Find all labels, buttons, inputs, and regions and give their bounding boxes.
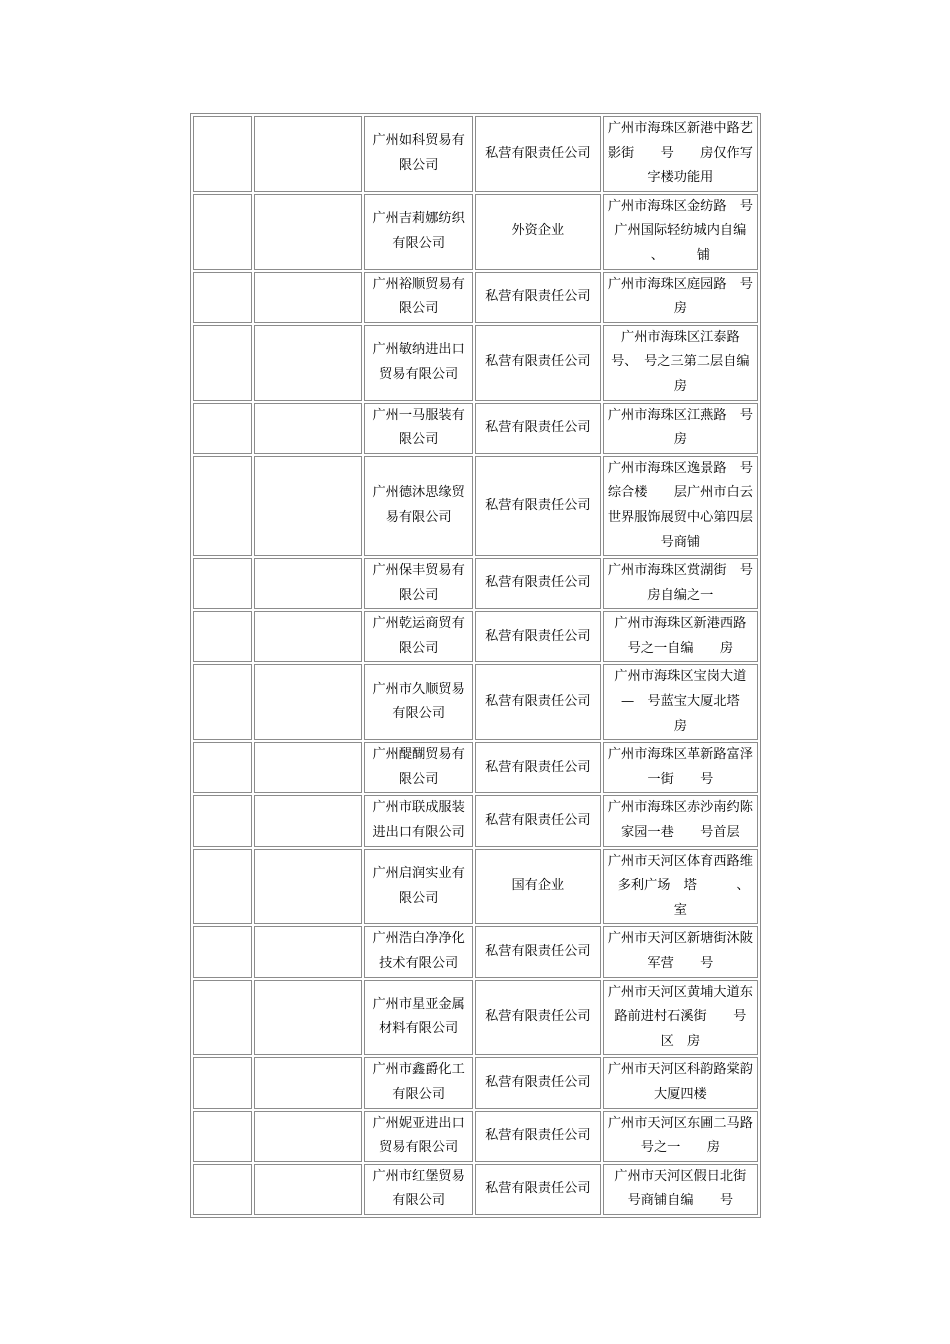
- table-row: [193, 194, 758, 270]
- index-cell: [193, 795, 252, 846]
- company-name-cell: 广州如科贸易有限公司: [364, 116, 473, 192]
- code-cell: [254, 325, 363, 401]
- company-name-cell: 广州市红堡贸易有限公司: [364, 1164, 473, 1215]
- company-type-cell: 私营有限责任公司: [475, 325, 601, 401]
- company-name-cell: 广州市鑫爵化工有限公司: [364, 1057, 473, 1108]
- code-cell: [254, 194, 363, 270]
- company-type-cell: 外资企业: [475, 194, 601, 270]
- company-name-cell: 广州醍醐贸易有限公司: [364, 742, 473, 793]
- index-cell: [193, 980, 252, 1056]
- table-row: [193, 403, 758, 454]
- company-address-cell: 广州市天河区科韵路棠韵大厦四楼: [603, 1057, 758, 1108]
- table-row: [193, 926, 758, 977]
- code-cell: [254, 926, 363, 977]
- code-cell: [254, 456, 363, 556]
- company-type-cell: 私营有限责任公司: [475, 926, 601, 977]
- code-cell: [254, 403, 363, 454]
- company-address-cell: 广州市海珠区宝岗大道 — 号蓝宝大厦北塔 房: [603, 664, 758, 740]
- table-row: [193, 611, 758, 662]
- enterprise-table: [190, 113, 793, 1218]
- company-name-cell: 广州乾运商贸有限公司: [364, 611, 473, 662]
- index-cell: [193, 926, 252, 977]
- company-name-cell: 广州吉莉娜纺织有限公司: [364, 194, 473, 270]
- company-address-cell: 广州市海珠区江燕路 号 房: [603, 403, 758, 454]
- code-cell: [254, 664, 363, 740]
- company-address-cell: 广州市海珠区庭园路 号 房: [603, 272, 758, 323]
- company-name-cell: 广州敏纳进出口贸易有限公司: [364, 325, 473, 401]
- index-cell: [193, 849, 252, 925]
- company-name-cell: 广州市联成服装进出口有限公司: [364, 795, 473, 846]
- table-row: [193, 272, 758, 323]
- index-cell: [193, 194, 252, 270]
- index-cell: [193, 558, 252, 609]
- company-name-cell: 广州妮亚进出口贸易有限公司: [364, 1111, 473, 1162]
- company-name-cell: 广州市星亚金属材料有限公司: [364, 980, 473, 1056]
- company-name-cell: 广州德沐思缘贸易有限公司: [364, 456, 473, 556]
- code-cell: [254, 1057, 363, 1108]
- index-cell: [193, 116, 252, 192]
- company-name-cell: 广州市久顺贸易有限公司: [364, 664, 473, 740]
- company-type-cell: 私营有限责任公司: [475, 742, 601, 793]
- index-cell: [193, 272, 252, 323]
- code-cell: [254, 611, 363, 662]
- code-cell: [254, 558, 363, 609]
- company-type-cell: 私营有限责任公司: [475, 403, 601, 454]
- table-body: [193, 116, 793, 1215]
- company-type-cell: 国有企业: [475, 849, 601, 925]
- code-cell: [254, 742, 363, 793]
- code-cell: [254, 116, 363, 192]
- company-type-cell: 私营有限责任公司: [475, 1164, 601, 1215]
- company-type-cell: 私营有限责任公司: [475, 1057, 601, 1108]
- company-name-cell: 广州一马服装有限公司: [364, 403, 473, 454]
- company-name-cell: 广州浩白净净化技术有限公司: [364, 926, 473, 977]
- index-cell: [193, 742, 252, 793]
- company-name-cell: 广州裕顺贸易有限公司: [364, 272, 473, 323]
- company-address-cell: 广州市天河区东圃二马路 号之一 房: [603, 1111, 758, 1162]
- company-type-cell: 私营有限责任公司: [475, 558, 601, 609]
- company-address-cell: 广州市海珠区赤沙南约陈家园一巷 号首层: [603, 795, 758, 846]
- company-type-cell: 私营有限责任公司: [475, 272, 601, 323]
- company-address-cell: 广州市海珠区新港中路艺影街 号 房仅作写字楼功能用: [603, 116, 758, 192]
- company-address-cell: 广州市海珠区赏湖街 号 房自编之一: [603, 558, 758, 609]
- table-row: [193, 849, 758, 925]
- table-row: [193, 1111, 758, 1162]
- table-row: [193, 456, 758, 556]
- code-cell: [254, 1164, 363, 1215]
- company-type-cell: 私营有限责任公司: [475, 1111, 601, 1162]
- table-row: [193, 325, 758, 401]
- company-address-cell: 广州市海珠区江泰路 号、 号之三第二层自编 房: [603, 325, 758, 401]
- index-cell: [193, 403, 252, 454]
- company-address-cell: 广州市海珠区金纺路 号广州国际轻纺城内自编 、 铺: [603, 194, 758, 270]
- table-row: [193, 116, 758, 192]
- index-cell: [193, 325, 252, 401]
- company-type-cell: 私营有限责任公司: [475, 795, 601, 846]
- code-cell: [254, 849, 363, 925]
- company-address-cell: 广州市天河区黄埔大道东路前进村石溪街 号 区 房: [603, 980, 758, 1056]
- table-row: [193, 980, 758, 1056]
- company-name-cell: 广州保丰贸易有限公司: [364, 558, 473, 609]
- company-address-cell: 广州市天河区假日北街 号商铺自编 号: [603, 1164, 758, 1215]
- table-row: [193, 1164, 758, 1215]
- company-address-cell: 广州市海珠区新港西路 号之一自编 房: [603, 611, 758, 662]
- company-type-cell: 私营有限责任公司: [475, 611, 601, 662]
- code-cell: [254, 980, 363, 1056]
- company-address-cell: 广州市天河区新塘街沐陂军营 号: [603, 926, 758, 977]
- company-type-cell: 私营有限责任公司: [475, 116, 601, 192]
- table-row: [193, 664, 758, 740]
- index-cell: [193, 1164, 252, 1215]
- index-cell: [193, 611, 252, 662]
- table-row: [193, 558, 758, 609]
- table-row: [193, 1057, 758, 1108]
- company-type-cell: 私营有限责任公司: [475, 980, 601, 1056]
- company-address-cell: 广州市天河区体育西路维多利广场 塔 、 室: [603, 849, 758, 925]
- company-address-cell: 广州市海珠区革新路富泽一街 号: [603, 742, 758, 793]
- company-address-cell: 广州市海珠区逸景路 号综合楼 层广州市白云世界服饰展贸中心第四层 号商铺: [603, 456, 758, 556]
- company-name-cell: 广州启润实业有限公司: [364, 849, 473, 925]
- table-row: [193, 742, 758, 793]
- index-cell: [193, 456, 252, 556]
- code-cell: [254, 795, 363, 846]
- index-cell: [193, 664, 252, 740]
- company-type-cell: 私营有限责任公司: [475, 456, 601, 556]
- table-row: [193, 795, 758, 846]
- index-cell: [193, 1057, 252, 1108]
- company-type-cell: 私营有限责任公司: [475, 664, 601, 740]
- code-cell: [254, 1111, 363, 1162]
- code-cell: [254, 272, 363, 323]
- index-cell: [193, 1111, 252, 1162]
